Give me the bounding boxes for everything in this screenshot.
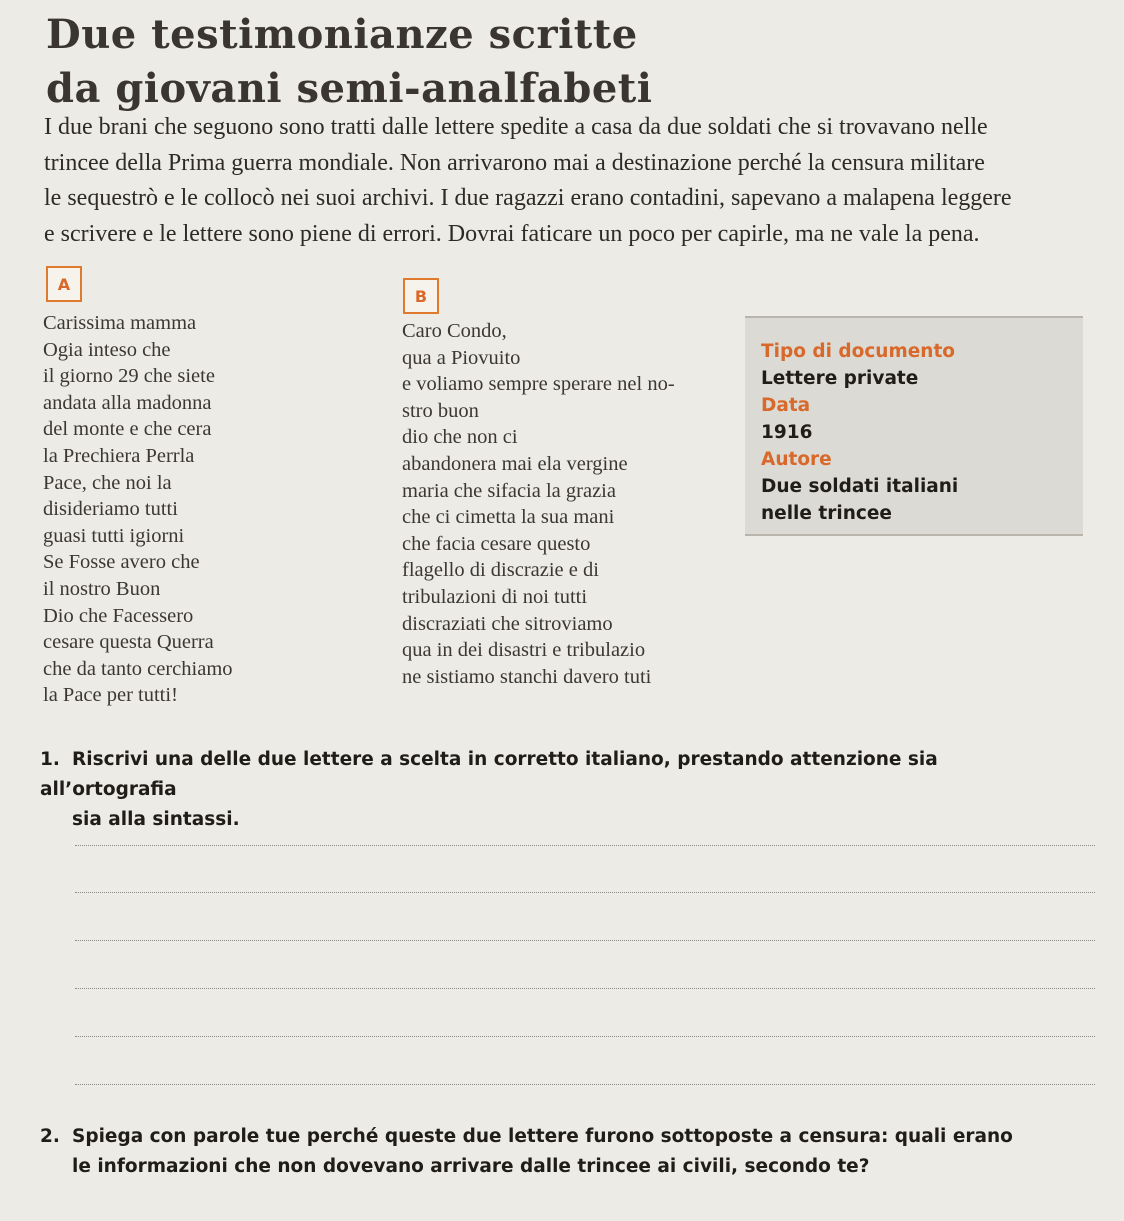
letter-b-label: B bbox=[403, 278, 439, 314]
document-type-value: Lettere private bbox=[761, 368, 919, 389]
letter-a-line: andata alla madonna bbox=[43, 391, 212, 414]
intro-line: trincee della Prima guerra mondiale. Non arrivarono mai a destinazione perché la censura militare bbox=[44, 149, 985, 176]
letter-b-line: ne sistiamo stanchi davero tuti bbox=[402, 665, 652, 688]
intro-line: le sequestrò e le collocò nei suoi archivi. I due ragazzi erano contadini, sapevano a malapena leggere bbox=[44, 185, 1012, 211]
letter-b-line: maria che sifacia la grazia bbox=[402, 479, 616, 502]
letter-a-line: cesare questa Querra bbox=[43, 631, 214, 654]
letter-a-label: A bbox=[46, 266, 82, 302]
question-text: Spiega con parole tue perché queste due lettere furono sottoposte a censura: quali erano bbox=[72, 1126, 1013, 1147]
letter-b-line: dio che non ci bbox=[402, 426, 518, 449]
letter-b-line: e voliamo sempre sperare nel no- bbox=[402, 373, 675, 396]
letter-a-text bbox=[43, 310, 233, 709]
intro-line: e scrivere e le lettere sono piene di errori. Dovrai faticare un poco per capirle, ma ne vale la pena. bbox=[44, 220, 980, 247]
answer-line[interactable] bbox=[75, 940, 1095, 941]
letter-a-line: che da tanto cerchiamo bbox=[43, 657, 233, 680]
letter-a-line: Ogia inteso che bbox=[43, 338, 171, 361]
letter-b-line: abandonera mai ela vergine bbox=[402, 452, 628, 475]
letter-b-line: tribulazioni di noi tutti bbox=[402, 585, 588, 608]
document-info-box bbox=[745, 316, 1083, 536]
letter-a-line: il nostro Buon bbox=[43, 577, 161, 600]
document-type-label: Tipo di documento bbox=[761, 341, 956, 362]
date-label: Data bbox=[761, 395, 811, 416]
author-label: Autore bbox=[761, 449, 832, 470]
author-value-line-1: Due soldati italiani bbox=[761, 476, 959, 497]
letter-b-text bbox=[402, 318, 675, 690]
page-title bbox=[46, 8, 746, 116]
letter-b-line: qua a Piovuito bbox=[402, 346, 521, 369]
author-value-line-2: nelle trincee bbox=[761, 503, 892, 524]
answer-line[interactable] bbox=[75, 892, 1095, 893]
letter-b-line: che ci cimetta la sua mani bbox=[402, 506, 615, 529]
question-number: 1. bbox=[40, 749, 60, 770]
letter-a-line: Carissima mamma bbox=[43, 312, 197, 334]
title-line-2: da giovani semi-analfabeti bbox=[46, 65, 653, 112]
letter-b-line: stro buon bbox=[402, 399, 479, 422]
intro-paragraph bbox=[44, 110, 1084, 252]
question-text: le informazioni che non dovevano arrivare dalle trincee ai civili, secondo te? bbox=[72, 1156, 870, 1177]
letter-b-line: flagello di discrazie e di bbox=[402, 559, 599, 582]
letter-a-line: Dio che Facessero bbox=[43, 604, 194, 627]
answer-line[interactable] bbox=[75, 1036, 1095, 1037]
letter-a-line: Pace, che noi la bbox=[43, 471, 172, 494]
letter-a-line: del monte e che cera bbox=[43, 418, 212, 441]
letter-a-line: la Pace per tutti! bbox=[43, 684, 178, 707]
letter-a-line: Se Fosse avero che bbox=[43, 551, 200, 574]
title-line-1: Due testimonianze scritte bbox=[46, 11, 638, 58]
question-1 bbox=[40, 745, 1050, 835]
letter-b-line: discraziati che sitroviamo bbox=[402, 612, 613, 635]
letter-a-line: la Prechiera Perrla bbox=[43, 444, 195, 467]
letter-b-line: Caro Condo, bbox=[402, 320, 507, 342]
letter-b-line: che facia cesare questo bbox=[402, 532, 591, 555]
question-number: 2. bbox=[40, 1126, 60, 1147]
letter-a-line: disideriamo tutti bbox=[43, 498, 178, 521]
answer-line[interactable] bbox=[75, 1084, 1095, 1085]
answer-line[interactable] bbox=[75, 988, 1095, 989]
question-2 bbox=[40, 1122, 1050, 1182]
answer-line[interactable] bbox=[75, 845, 1095, 846]
question-text: Riscrivi una delle due lettere a scelta in corretto italiano, prestando attenzione sia all’ortografia bbox=[40, 749, 938, 800]
letter-a-line: il giorno 29 che siete bbox=[43, 365, 215, 388]
letter-a-line: guasi tutti igiorni bbox=[43, 524, 185, 547]
date-value: 1916 bbox=[761, 422, 813, 443]
intro-line: I due brani che seguono sono tratti dalle lettere spedite a casa da due soldati che si trovavano nelle bbox=[44, 114, 988, 140]
letter-b-line: qua in dei disastri e tribulazio bbox=[402, 639, 646, 662]
question-text: sia alla sintassi. bbox=[72, 809, 240, 830]
